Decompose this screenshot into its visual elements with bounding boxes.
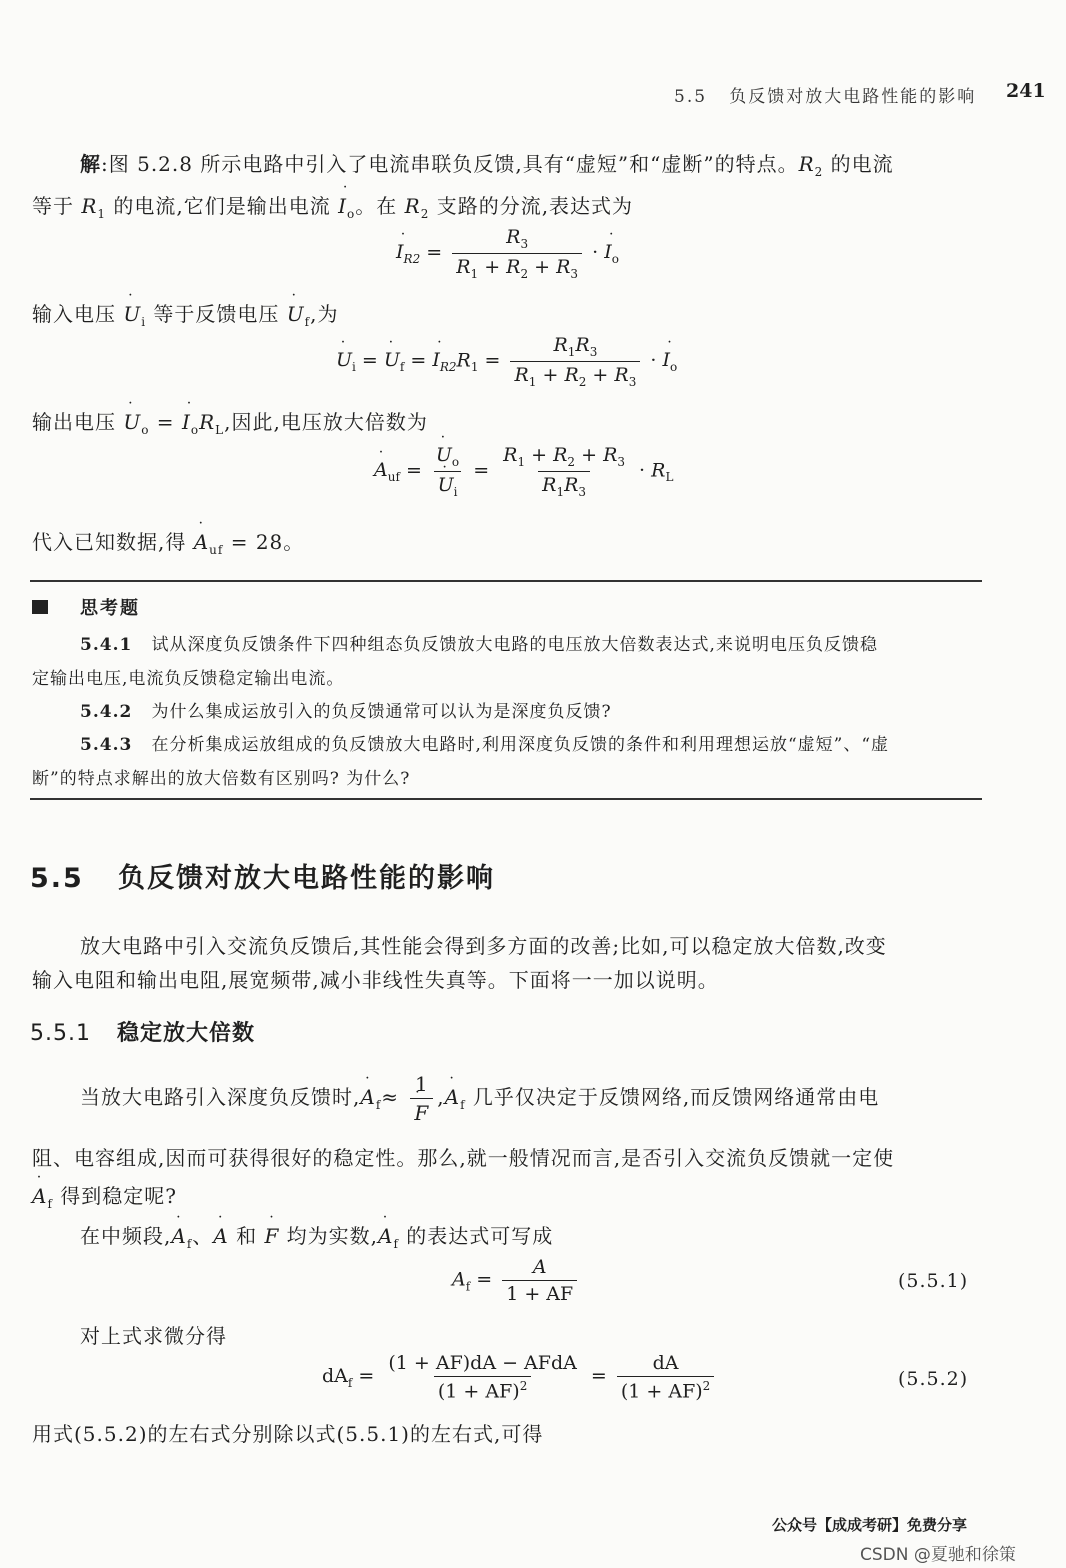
denominator [538, 471, 590, 499]
sym: R [456, 255, 471, 278]
op: = [149, 410, 182, 434]
header-section: 5.5 [674, 87, 708, 107]
op: = [404, 349, 433, 372]
denominator: ˙ F [410, 1098, 433, 1125]
sub: i [453, 484, 458, 499]
header-title: 负反馈对放大电路性能的影响 [729, 87, 977, 107]
equation-5-5-1 [452, 1256, 581, 1305]
equation-5-5-2 [322, 1352, 718, 1402]
subsection-para-2: 阻、电容组成,因而可获得很好的稳定性。那么,就一般情况而言,是否引入交流负反馈就一定使 [32, 1146, 895, 1170]
text: 在分析集成运放组成的负反馈放大电路时,利用深度负反馈的条件和利用理想运放“虚短”、“虚 [151, 735, 890, 755]
equation-auf [374, 444, 673, 499]
sub: 2 [520, 266, 529, 281]
question-3-line-1 [80, 730, 889, 755]
op: + [525, 444, 554, 466]
sym: ˙ U [436, 444, 452, 466]
op: + [478, 255, 507, 278]
sym: ˙ I [432, 349, 440, 371]
sym: R [556, 255, 571, 278]
sym: R [575, 334, 590, 356]
question-2 [80, 697, 612, 722]
sub [440, 360, 457, 374]
sym: R [81, 194, 98, 218]
denominator [617, 1376, 714, 1402]
text: ,为 [310, 302, 339, 326]
sym: R [514, 363, 529, 386]
numerator [549, 334, 601, 361]
sub: o [347, 207, 356, 221]
subsection-num: 5.5.1 [30, 1021, 91, 1046]
sym: ˙ U [438, 474, 454, 496]
sym: ˙ A [213, 1224, 228, 1248]
section-num: 5.5 [30, 863, 84, 894]
sub: 2 [420, 207, 430, 221]
text: 代入已知数据,得 [32, 530, 194, 554]
question-square-icon [32, 600, 48, 614]
sym: R [564, 363, 579, 386]
sym: ˙ U [123, 410, 141, 434]
fraction [432, 444, 463, 499]
sym: R [456, 349, 471, 372]
sub: i [141, 315, 147, 329]
op: = [467, 459, 496, 482]
sym: R [564, 473, 579, 496]
sub: o [611, 252, 619, 267]
sub: 1 [470, 266, 479, 281]
sym: ˙ A [445, 1085, 460, 1109]
text: 的电流,它们是输出电流 [106, 194, 339, 218]
sym: R [614, 363, 629, 386]
sym: ˙ U [123, 302, 141, 326]
fraction [410, 1072, 433, 1125]
solution-line-2 [32, 190, 633, 221]
sym: ˙ I [662, 349, 670, 371]
section-intro-1: 放大电路中引入交流负反馈后,其性能会得到多方面的改善;比如,可以稳定放大倍数,改变 [80, 934, 887, 958]
sup: 2 [702, 1379, 711, 1393]
op: · [644, 349, 663, 372]
op: + [575, 444, 604, 466]
sub: 1 [528, 374, 537, 389]
fraction [502, 1256, 577, 1305]
sub: 3 [520, 236, 529, 251]
text: 均为实数, [279, 1224, 379, 1248]
sub: uf [209, 543, 224, 557]
sub: f [304, 315, 311, 329]
sym: ˙ U [336, 349, 352, 371]
op: = [355, 349, 384, 372]
denominator [510, 361, 640, 389]
numerator: 1 [414, 1072, 429, 1096]
sym: ˙ A [171, 1224, 186, 1248]
text: 输出电压 [32, 410, 124, 434]
sym: R [651, 459, 666, 482]
text: 、 [192, 1224, 214, 1248]
sym: R [506, 226, 521, 248]
lhs: dA [322, 1365, 348, 1388]
sub: L [215, 423, 225, 437]
sub: f [186, 1237, 193, 1251]
text: 等于反馈电压 [146, 302, 287, 326]
sym: ˙ A [378, 1224, 393, 1248]
op: = [420, 241, 449, 264]
sub [404, 252, 421, 266]
sub: 3 [628, 374, 637, 389]
text: (1 + AF) [437, 1380, 520, 1403]
question-num: 5.4.2 [80, 702, 133, 722]
solution-label: 解 [80, 152, 101, 176]
sub: o [451, 454, 460, 469]
sym: R [503, 444, 518, 466]
sym: ˙ A [360, 1085, 375, 1109]
subsection-para-3 [32, 1180, 177, 1211]
section-title: 负反馈对放大电路性能的影响 [118, 863, 496, 894]
sym: R [506, 255, 521, 278]
sub: i [352, 360, 356, 375]
op: = [478, 349, 507, 372]
numerator: (1 + AF)dA − AFdA [388, 1352, 577, 1374]
numerator: dA [652, 1352, 679, 1374]
text: (1 + AF) [620, 1380, 703, 1403]
sym: R [439, 360, 449, 375]
running-header [674, 82, 976, 107]
differentiate-text: 对上式求微分得 [80, 1324, 227, 1348]
fraction [617, 1352, 714, 1402]
text: 。在 [355, 194, 405, 218]
question-1-line-1 [80, 630, 878, 655]
sym: ˙ A [374, 459, 388, 481]
sub: 2 [578, 374, 587, 389]
op: = [584, 1365, 613, 1388]
equation-number-1: (5.5.1) [898, 1270, 969, 1292]
question-num: 5.4.3 [80, 735, 133, 755]
sym: ˙ I [396, 241, 404, 263]
sub: o [141, 423, 150, 437]
sub: 2 [412, 252, 421, 267]
text: 为什么集成运放引入的负反馈通常可以认为是深度负反馈? [151, 702, 612, 722]
fraction [452, 226, 582, 281]
question-num: 5.4.1 [80, 635, 133, 655]
section-intro-2: 输入电阻和输出电阻,展宽频带,减小非线性失真等。下面将一一加以说明。 [32, 968, 719, 992]
sub: 3 [617, 454, 626, 469]
sym: R [403, 252, 413, 267]
sym: R [404, 194, 421, 218]
denominator [434, 1376, 531, 1402]
op: + [536, 363, 565, 386]
sym: R [603, 444, 618, 466]
text: 的电流 [823, 152, 894, 176]
text: 和 [228, 1224, 265, 1248]
sub: o [669, 360, 678, 375]
text: 在中频段, [80, 1224, 172, 1248]
sub: 2 [448, 360, 457, 375]
sub: f [393, 1237, 399, 1251]
op: ≈ [381, 1085, 400, 1109]
fraction [384, 1352, 581, 1402]
sym: R [199, 410, 216, 434]
sub: 1 [556, 484, 565, 499]
solution-line-1 [80, 148, 894, 179]
denominator [452, 253, 582, 281]
sub: f [399, 360, 405, 375]
sym: ˙ F [264, 1224, 279, 1248]
sym: R [553, 444, 568, 466]
watermark: CSDN @夏驰和徐策 [860, 1545, 1016, 1565]
sym: ˙ A [32, 1184, 47, 1208]
op: + [586, 363, 615, 386]
sub: f [347, 1375, 353, 1390]
numerator [502, 226, 532, 253]
question-1-line-2: 定输出电压,电流负反馈稳定输出电流。 [32, 669, 345, 689]
equation-ir2 [396, 226, 619, 281]
sub: 3 [578, 484, 587, 499]
op: + [528, 255, 557, 278]
sub: f [460, 1098, 466, 1112]
share-footer: 公众号【成成考研】免费分享 [772, 1516, 968, 1534]
equation-ui [336, 334, 677, 389]
result-text [32, 526, 304, 557]
subsection-para-1 [80, 1072, 879, 1125]
text: = 28。 [223, 530, 305, 554]
sub: L [665, 470, 674, 485]
subsection-heading [30, 1016, 255, 1047]
sub: o [190, 423, 200, 437]
sup: 2 [519, 1379, 528, 1393]
sym: ˙ A [194, 530, 209, 554]
sym: R [798, 152, 815, 176]
sub: 1 [470, 360, 479, 375]
subsection-title: 稳定放大倍数 [116, 1021, 255, 1046]
sym: ˙ I [182, 410, 191, 434]
sub: f [465, 1279, 471, 1294]
sub: 1 [567, 344, 576, 359]
sub: 3 [570, 266, 579, 281]
op: = [352, 1365, 381, 1388]
questions-title: 思考题 [80, 598, 140, 619]
sym: ˙ U [287, 302, 305, 326]
equation-number-2: (5.5.2) [898, 1368, 969, 1390]
sym: ˙ I [338, 194, 347, 218]
text: 的表达式可写成 [398, 1224, 554, 1248]
text: 试从深度负反馈条件下四种组态负反馈放大电路的电压放大倍数表达式,来说明电压负反馈稳 [151, 635, 878, 655]
op: = [470, 1268, 499, 1291]
text: :图 5.2.8 所示电路中引入了电流串联负反馈,具有“虚短”和“虚断”的特点。 [101, 152, 799, 176]
text: 得到稳定呢? [52, 1184, 177, 1208]
text: 几乎仅决定于反馈网络,而反馈网络通常由电 [465, 1085, 880, 1109]
op: · [633, 459, 652, 482]
sym: R [553, 334, 568, 356]
sym: A [452, 1268, 466, 1291]
bottom-rule [30, 798, 982, 800]
numerator [499, 444, 629, 471]
text: 等于 [32, 194, 82, 218]
op: = [399, 459, 428, 482]
denominator [434, 471, 462, 499]
sym: R [542, 473, 557, 496]
sub: 1 [517, 454, 526, 469]
text: 当放大电路引入深度负反馈时, [80, 1085, 361, 1109]
question-3-line-2: 断”的特点求解出的放大倍数有区别吗? 为什么? [32, 769, 411, 789]
text: ,因此,电压放大倍数为 [224, 410, 428, 434]
denominator: 1 + AF [502, 1280, 577, 1305]
text: 支路的分流,表达式为 [429, 194, 634, 218]
subsection-para-4 [80, 1220, 553, 1251]
sub: 1 [97, 207, 107, 221]
sub: 2 [814, 165, 824, 179]
sym: ˙ I [604, 241, 612, 263]
last-line: 用式(5.5.2)的左右式分别除以式(5.5.1)的左右式,可得 [32, 1422, 544, 1446]
input-voltage-text [32, 298, 338, 329]
text: , [437, 1085, 445, 1109]
section-heading [30, 856, 495, 895]
output-voltage-text [32, 406, 428, 437]
op: · [586, 241, 605, 264]
sub: f [47, 1197, 53, 1211]
numerator: A [532, 1256, 547, 1278]
sub: 2 [567, 454, 576, 469]
page-number: 241 [1006, 80, 1046, 102]
fraction [510, 334, 640, 389]
sub: f [375, 1098, 382, 1112]
sub: 3 [589, 344, 598, 359]
text: 输入电压 [32, 302, 124, 326]
sub: uf [387, 470, 400, 485]
sym: ˙ U [384, 349, 400, 371]
fraction [499, 444, 629, 499]
top-rule [30, 580, 982, 582]
